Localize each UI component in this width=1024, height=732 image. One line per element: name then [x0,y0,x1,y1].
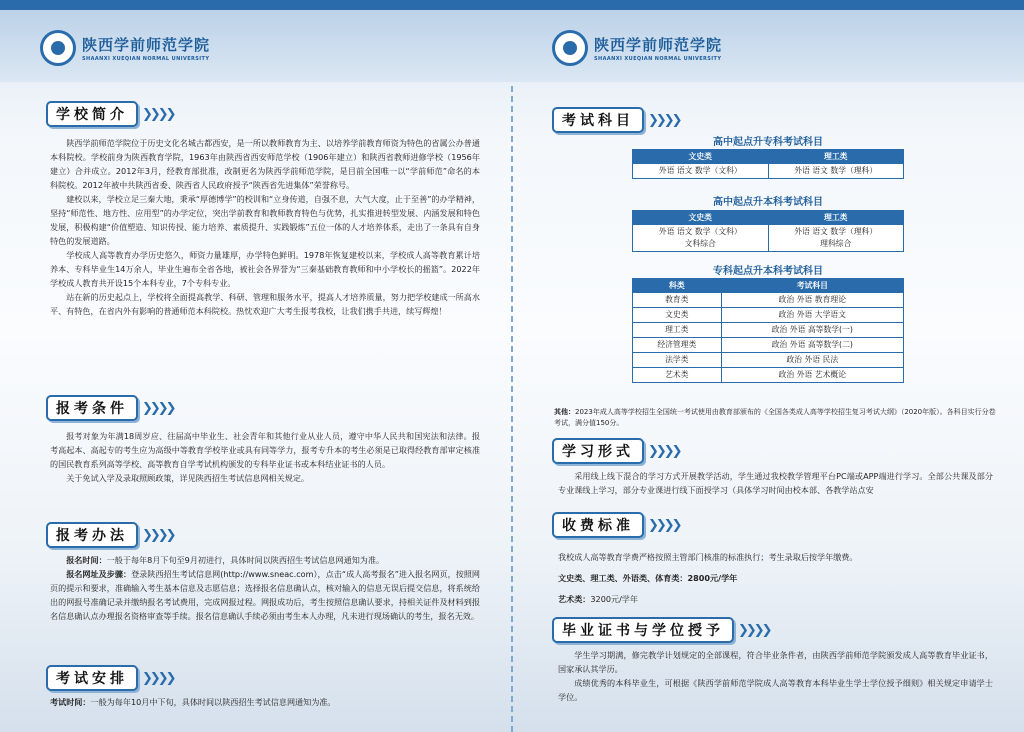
table-cell-line: 外语 语文 数学（理科） [794,227,878,236]
table-cell-line: 文科综合 [684,239,716,248]
method-text [50,553,480,623]
method-steps-text: 登录陕西招生考试信息网(http://www.sneac.com），点击“成人高考报名”进入报名网页，按照网页的提示和要求，准确输入考生基本信息及志愿信息；选择报名信息确认点，核对输入的信息无误后提交信息，将系统给出的网报号准确记录并缴纳报名考试费用，完成网报过程。网报成功后，考生按照信息确认要求，持相关证件及材料到报名信息确认点办理报名资格审查等手续。报名信息确认手续必须由考生本人办理，凡未进行现场确认的考生，报名无效。 [50,569,480,621]
table-cell: 外语 语文 数学（理科） [768,164,904,179]
table-header: 科类 [633,279,722,293]
table3-title: 专科起点升本科考试科目 [713,266,823,277]
school-name-cn: 陕西学前师范学院 [82,36,211,54]
table2 [632,210,904,252]
table-cell: 教育类 [633,293,722,308]
method-steps-label: 报名网址及步骤： [66,569,132,579]
conditions-title: 报考条件 [46,395,138,421]
school-logo [552,30,722,66]
table-cell [768,225,904,252]
chevron-right-icon: ❯❯❯❯ [648,443,680,459]
intro-paragraph: 站在新的历史起点上，学校将全面提高教学、科研、管理和服务水平，提高人才培养质量，努力把学校建成一所高水平、有特色，在省内外有影响的普通师范本科院校。热忱欢迎广大考生报考我校，让我们携手共进，续写辉煌！ [50,292,480,316]
note-text: 2023年成人高等学校招生全国统一考试使用由教育部颁布的《全国各类成人高等学校招生复习考试大纲》（2020年版）。各科目实行分卷考试，满分值150分。 [554,408,996,427]
intro-section-title [46,101,174,127]
chevron-right-icon: ❯❯❯❯ [738,622,770,638]
table-cell: 文史类 [633,308,722,323]
fees-art-label: 艺术类： [558,594,591,604]
table-row [633,353,904,368]
table-header: 文史类 [633,211,769,225]
fees-paragraph: 我校成人高等教育学费严格按照主管部门核准的标准执行；考生录取后按学年缴费。 [558,552,858,562]
school-emblem-icon [552,30,588,66]
table-row [633,368,904,383]
subjects-note [554,407,999,429]
table2-title: 高中起点升本科考试科目 [713,197,823,208]
school-emblem-icon [40,30,76,66]
fees-section-title [552,512,680,538]
table-cell: 外语 语文 数学（文科） [633,164,769,179]
table-cell-line: 外语 语文 数学（文科） [658,227,742,236]
table-header: 考试科目 [721,279,903,293]
table1-title: 高中起点升专科考试科目 [713,137,823,148]
right-page [512,0,1024,732]
table-row [633,308,904,323]
school-name-en: SHAANXI XUEQIAN NORMAL UNIVERSITY [594,56,722,62]
table-header: 文史类 [633,150,769,164]
intro-text [50,136,480,318]
method-time-label: 报名时间： [66,555,107,565]
chevron-right-icon: ❯❯❯❯ [648,517,680,533]
fees-line-2 [558,589,993,610]
intro-paragraph: 陕西学前师范学院位于历史文化名城古都西安，是一所以教师教育为主、以培养学前教育师资为特色的省属公办普通本科院校。学校前身为陕西教育学院，1963年由陕西省西安师范学校（1906年建立）和陕西省教师进修学校（1956年建立）合并成立。2012年3月，经教育部批准，改制更名为陕西学前师范学院，是目前全国唯一以“学前师范”命名的本科院校。2012年被中共陕西省委、陕西省人民政府授予“陕西省先进集体”荣誉称号。 [50,138,480,190]
method-title: 报考办法 [46,522,138,548]
school-name-cn: 陕西学前师范学院 [594,36,723,54]
table-cell: 法学类 [633,353,722,368]
intro-paragraph: 建校以来，学校立足三秦大地，秉承“厚德博学”的校训和“立身传道，自强不息，大气大度，止于至善”的办学精神，坚持“师范性、地方性、应用型”的办学定位，突出学前教育和教师教育特色与优势，扎实推进转型发展、内涵发展和特色发展，积极构建“价值塑造、知识传授、能力培养、素质提升、实践锻炼”五位一体的人才培养体系，走出了一条具有自身特色的发展道路。 [50,194,480,246]
chevron-right-icon: ❯❯❯❯ [142,670,174,686]
table-cell: 政治 外语 艺术概论 [721,368,903,383]
table-cell: 政治 外语 高等数学(一) [721,323,903,338]
conditions-text [50,429,480,485]
intro-title: 学校简介 [46,101,138,127]
cert-paragraph: 成绩优秀的本科毕业生，可根据《陕西学前师范学院成人高等教育本科毕业生学士学位授予细则》相关规定申请学士学位。 [558,678,993,702]
schedule-time-label: 考试时间： [50,697,91,707]
intro-paragraph: 学校成人高等教育办学历史悠久，师资力量雄厚，办学特色鲜明。1978年恢复建校以来，学校成人高等教育累计培养本、专科毕业生14万余人，毕业生遍布全省各地，被社会各界誉为“三秦基础教育教师和中小学校长的摇篮”。2022年学校成人教育共开设15个本科专业，7个专科专业。 [50,250,480,288]
table-cell-line: 理科综合 [820,239,852,248]
fees-line-1: 文史类、理工类、外语类、体育类：2800元/学年 [558,573,738,583]
table-row [633,293,904,308]
table-row [633,338,904,353]
conditions-paragraph: 报考对象为年满18周岁应、往届高中毕业生、社会青年和其他行业从业人员，遵守中华人民共和国宪法和法律。报考高起本、高起专的考生应为高级中等教育学校毕业或具有同等学力，报考专升本的考生必须是已取得经教育部审定核准的国民教育系列高等学校、高等教育自学考试机构颁发的专科毕业证书或本科结业证书的人员。 [50,431,480,469]
table3 [632,278,904,383]
schedule-title: 考试安排 [46,665,138,691]
cert-title: 毕业证书与学位授予 [552,617,734,643]
school-name-en: SHAANXI XUEQIAN NORMAL UNIVERSITY [82,56,210,62]
table-cell: 政治 外语 大学语文 [721,308,903,323]
study-paragraph: 采用线上线下混合的学习方式开展教学活动，学生通过我校教学管理平台PC端或APP端进行学习。全部公共课及部分专业课线上学习，部分专业课进行线下面授学习（具体学习时间由校本部、各教学站点安 [558,471,993,495]
page-divider [511,86,513,732]
study-title: 学习形式 [552,438,644,464]
conditions-section-title [46,395,174,421]
method-steps [50,567,480,623]
schedule-time-text: 一般为每年10月中下旬，具体时间以陕西招生考试信息网通知为准。 [90,697,336,707]
method-time-text: 一般于每年8月下旬至9月初进行，具体时间以陕西招生考试信息网通知为准。 [106,555,385,565]
method-time [50,553,480,567]
top-bar [0,0,512,10]
cert-section-title [552,617,770,643]
method-section-title [46,522,174,548]
chevron-right-icon: ❯❯❯❯ [648,112,680,128]
study-text [558,469,993,497]
top-bar [512,0,1024,10]
table-cell: 理工类 [633,323,722,338]
note-label: 其他： [554,408,575,416]
table-cell: 政治 外语 教育理论 [721,293,903,308]
fees-art-value: 3200元/学年 [590,594,638,604]
table-cell: 政治 外语 高等数学(二) [721,338,903,353]
chevron-right-icon: ❯❯❯❯ [142,527,174,543]
study-section-title [552,438,680,464]
table-cell: 政治 外语 民法 [721,353,903,368]
cert-paragraph: 学生学习期满，修完教学计划规定的全部课程，符合毕业条件者，由陕西学前师范学院颁发成人高等教育毕业证书，国家承认其学历。 [558,650,993,674]
fees-title: 收费标准 [552,512,644,538]
schedule-time [50,695,480,709]
table-cell [633,225,769,252]
school-logo [40,30,210,66]
schedule-text [50,695,480,709]
table-header: 理工类 [768,150,904,164]
table-cell: 艺术类 [633,368,722,383]
schedule-section-title [46,665,174,691]
table-row [633,323,904,338]
fees-text [558,547,993,610]
subjects-title: 考试科目 [552,107,644,133]
cert-text [558,648,993,704]
table1 [632,149,904,179]
subjects-section-title [552,107,680,133]
table-cell: 经济管理类 [633,338,722,353]
conditions-paragraph: 关于免试入学及录取照顾政策，详见陕西招生考试信息网相关规定。 [66,473,310,483]
chevron-right-icon: ❯❯❯❯ [142,106,174,122]
table-header: 理工类 [768,211,904,225]
chevron-right-icon: ❯❯❯❯ [142,400,174,416]
